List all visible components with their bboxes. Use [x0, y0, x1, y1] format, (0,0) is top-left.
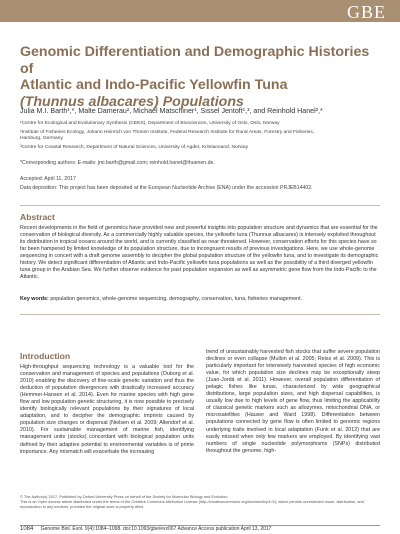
- title-line-3: (Thunnus albacares) Populations: [20, 93, 244, 110]
- introduction-column-1: High-throughput sequencing technology is a valuable tool for the conservation and management of species and populations (Ouborg et al. 2010) enabling the discovery of fine-scale genetic variation and thus the deduction of population divergences with drastically increased accuracy (Hemmer-Hansen et al. 2014). Even for marine species with high gene flow and low population genetic structuring, it is now possible to precisely identify biologically relevant populations by their signatures of local adaptation, and to decipher the demographic imprints caused by population size changes or dispersal (Nielsen et al. 2009; Allendorf et al. 2010). For sustainable management of marine fish, identifying management units (stocks) concordant with biological population units defined by their adaptive potential to environmental variables is of prime importance. Any mismatch will exacerbate the increasing: [20, 364, 194, 455]
- accepted-date: Accepted: April 11, 2017: [20, 176, 76, 182]
- introduction-column-2: trend of unsustainably harvested fish stocks that suffer severe population declines or even collapse (Mullon et al. 2005; Reiss et al. 2009). This is particularly important for intensively harvested species of high economic value, for which population size declines may be exceptionally steep (Juan-Jordá et al. 2011). However, overall population differentiation of pelagic fishes like tunas, characterized by wide geographical distributions, large population sizes, and high dispersal capabilities, is usually low due to high levels of gene flow, thus limiting the applicability of classical genetic markers such as allozymes, mitochondrial DNA, or microsatellites (Hauser and Ward 1998). Differentiation between populations connected by gene flow is often limited to genomic regions underlying traits involved in local adaptation (Funk et al. 2012) that are easily missed when only few markers are employed. By identifying vast numbers of single nucleotide polymorphisms (SNPs) distributed throughout the genome, high-: [206, 349, 380, 454]
- license-footer: [20, 494, 380, 509]
- journal-header-bar: [0, 0, 400, 22]
- corresponding-authors: *Corresponding authors: E-mails: jmi.barth@gmail.com; reinhold.hanel@thuenen.de.: [20, 160, 215, 166]
- page-footer: [20, 526, 271, 532]
- affiliation-1: ¹Centre for Ecological and Evolutionary Synthesis (CEES), Department of Biosciences, University of Oslo, Oslo, Norway: [20, 121, 280, 126]
- keywords-text: population genomics, whole-genome sequencing, demography, conservation, tuna, fisheries management.: [50, 296, 303, 302]
- divider: [20, 205, 380, 206]
- abstract-heading: Abstract: [20, 212, 55, 222]
- data-deposition: Data deposition: This project has been deposited at the European Nucleotide Archive (ENA) under the accession PRJEB14402.: [20, 185, 313, 191]
- affiliation-3: ³Centre for Coastal Research, Department of Natural Sciences, University of Agder, Kristiansand, Norway: [20, 145, 249, 150]
- page-number: 1084: [20, 526, 34, 532]
- author-list: Julia M.I. Barth¹,*, Malte Damerau², Michael Matschiner¹, Sissel Jentoft¹,³, and Reinhold Hanel²,*: [20, 107, 323, 115]
- citation-line: Genome Biol. Evol. 9(4):1084–1098. doi:10.1093/gbe/evx067 Advance Access publication April 13, 2017: [40, 526, 272, 532]
- title-line-1: Genomic Differentiation and Demographic Histories of: [20, 44, 370, 77]
- license-notice: This is an Open Access article distributed under the terms of the Creative Commons Attribution License (http://creativecommons.org/licenses/by/4.0/), which permits unrestricted reuse, distribution, and reproduction in any medium, provided the original work is properly cited.: [20, 499, 364, 509]
- journal-logo: GBE: [347, 2, 386, 22]
- abstract-text: Recent developments in the field of genomics have provided new and powerful insights into population structure and dynamics that are essential for the conservation of biological diversity. As a commercially highly valuable species, the yellowfin tuna (Thunnus albacares) is intensely exploited throughout its distribution in tropical oceans around the world, and is currently classified as near threatened. However, conservation efforts for this species have so far been hampered by limited knowledge of its population structure, due to incongruent results of previous investigations. Here, we use whole-genome sequencing in concert with a draft genome assembly to decipher the global population structure of the yellowfin tuna, and to investigate its demographic history. We detect significant differentiation of Atlantic and Indo-Pacific yellowfin tuna populations as well as the possibility of a third diverged yellowfin tuna group in the Arabian Sea. We further observe evidence for past population expansion as well as asymmetric gene flow from the Indo-Pacific to the Atlantic.: [20, 225, 379, 281]
- keywords: [20, 296, 380, 302]
- article-title: [20, 44, 380, 110]
- copyright-notice: © The Author(s) 2017. Published by Oxford University Press on behalf of the Society for Molecular Biology and Evolution.: [20, 494, 229, 499]
- affiliation-2-cont: Hamburg, Germany: [20, 136, 63, 141]
- divider: [20, 314, 380, 315]
- keywords-label: Key words:: [20, 296, 49, 302]
- introduction-heading: Introduction: [20, 351, 71, 361]
- affiliation-2: ²Institute of Fisheries Ecology, Johann Heinrich von Thünen Institute, Federal Research Institute for Rural Areas, Forestry and Fisheries,: [20, 130, 315, 135]
- title-line-2: Atlantic and Indo-Pacific Yellowfin Tuna: [20, 77, 288, 93]
